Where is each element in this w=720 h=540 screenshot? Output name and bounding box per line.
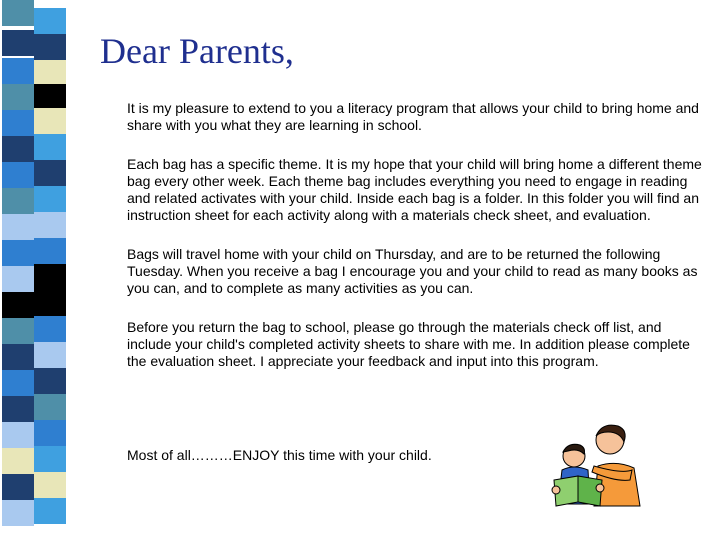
strip-square xyxy=(2,318,34,344)
strip-square xyxy=(2,500,34,526)
strip-square xyxy=(34,394,66,420)
strip-square xyxy=(34,108,66,134)
strip-square xyxy=(34,134,66,160)
strip-square xyxy=(34,160,66,186)
strip-square xyxy=(2,370,34,396)
strip-square xyxy=(34,84,66,110)
strip-square xyxy=(2,110,34,136)
strip-square xyxy=(2,266,34,292)
strip-square xyxy=(34,498,66,524)
strip-square xyxy=(34,238,66,264)
strip-square xyxy=(34,8,66,34)
strip-square xyxy=(34,446,66,472)
strip-square xyxy=(2,448,34,474)
strip-square xyxy=(2,30,34,56)
paragraph-intro: It is my pleasure to extend to you a literacy program that allows your child to bring home and share with you what they are learning in school. xyxy=(127,100,699,133)
strip-square xyxy=(2,474,34,500)
strip-square xyxy=(34,186,66,212)
strip-square xyxy=(34,290,66,316)
paragraph-theme-bags: Each bag has a specific theme. It is my hope that your child will bring home a different theme bag every other week. Each theme bag includes everything you need to engage in reading and related activates with your child. Inside each bag is a folder. In this folder you will find an instruction sheet for each activity along with a materials check sheet, and evaluation. xyxy=(127,156,702,223)
strip-square xyxy=(2,0,34,26)
strip-square xyxy=(34,212,66,238)
strip-square xyxy=(2,214,34,240)
strip-square xyxy=(34,264,66,290)
strip-square xyxy=(2,292,34,318)
strip-square xyxy=(2,422,34,448)
strip-square xyxy=(2,136,34,162)
paragraph-schedule: Bags will travel home with your child on Thursday, and are to be returned the following Tuesday. When you receive a bag I encourage you and your child to read as many books as you can, and to complete as many activities as you can. xyxy=(127,246,698,296)
strip-square xyxy=(2,58,34,84)
page-title: Dear Parents, xyxy=(100,31,294,71)
strip-square xyxy=(34,316,66,342)
strip-square xyxy=(2,188,34,214)
strip-square xyxy=(2,396,34,422)
strip-square xyxy=(2,344,34,370)
strip-square xyxy=(34,60,66,86)
parent-child-reading-illustration xyxy=(538,420,650,510)
paragraph-return: Before you return the bag to school, please go through the materials check off list, and include your child's completed activity sheets to share with me. In addition please complete the evaluation sheet. I appreciate your feedback and input into this program. xyxy=(127,319,690,369)
letter-body xyxy=(127,100,702,392)
strip-square xyxy=(34,342,66,368)
strip-square xyxy=(34,472,66,498)
strip-square xyxy=(2,240,34,266)
strip-square xyxy=(34,368,66,394)
strip-square xyxy=(2,162,34,188)
strip-square xyxy=(34,420,66,446)
strip-square xyxy=(2,84,34,110)
decorative-square-strip xyxy=(0,0,66,540)
closing-line: Most of all………ENJOY this time with your child. xyxy=(127,447,432,463)
strip-square xyxy=(34,34,66,60)
